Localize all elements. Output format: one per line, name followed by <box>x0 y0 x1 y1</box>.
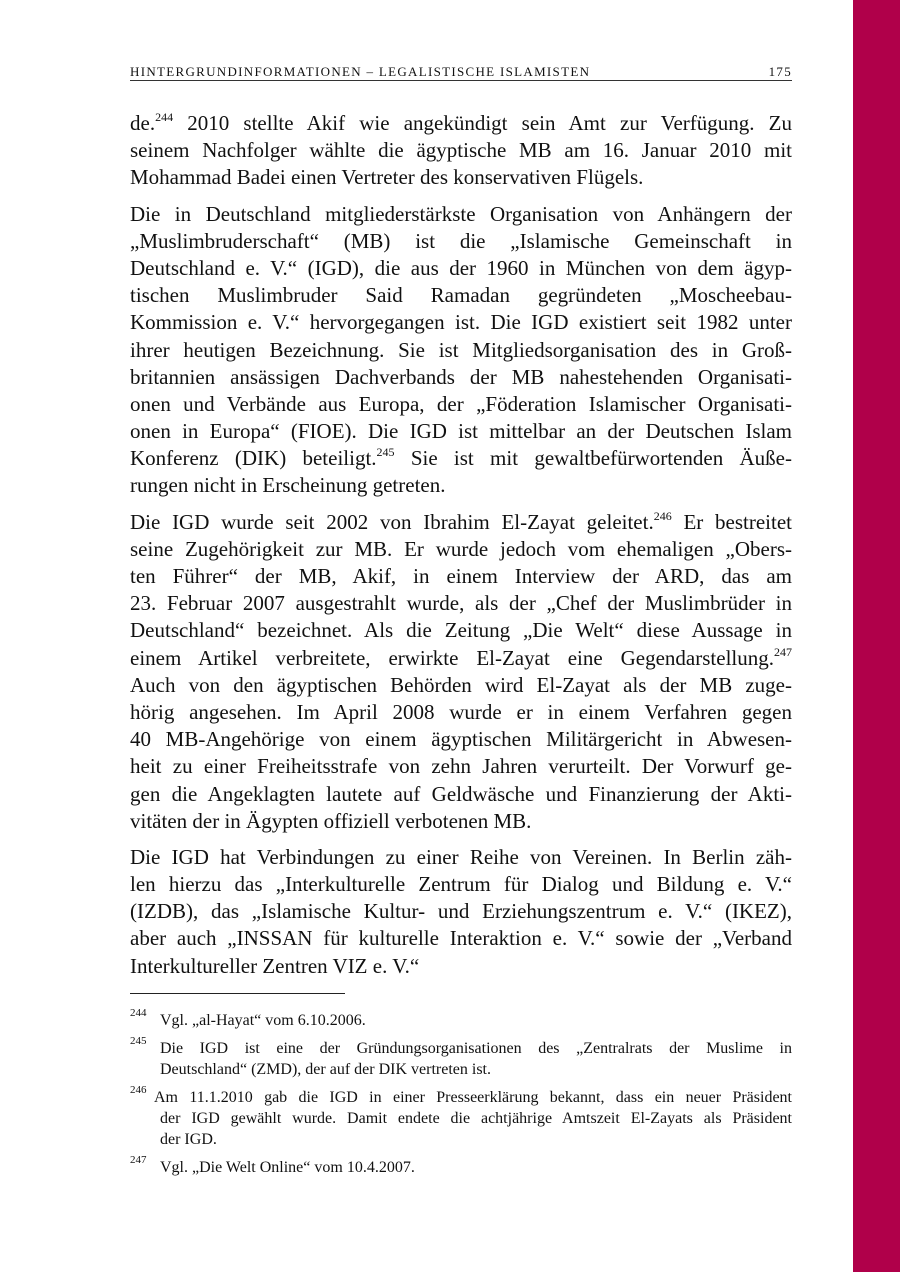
text-segment: gen die Angeklagten lautete auf Geldwäsche und Finanzierung der Akti- <box>130 781 792 806</box>
footnote <box>130 1035 792 1080</box>
footnote-reference[interactable]: 247 <box>774 644 792 659</box>
footnote <box>130 1084 792 1150</box>
text-segment: Auch von den ägyptischen Behörden wird El-Zayat als der MB zuge- <box>130 672 792 697</box>
footnotes <box>130 1007 792 1185</box>
text-line <box>130 110 792 137</box>
footnote-reference[interactable]: 246 <box>653 508 672 523</box>
text-line <box>130 164 792 191</box>
footnote-reference[interactable]: 244 <box>155 110 174 124</box>
text-segment: rungen nicht in Erscheinung getreten. <box>130 473 446 498</box>
text-segment: 23. Februar 2007 ausgestrahlt wurde, als der „Chef der Muslimbrüder in <box>130 591 792 616</box>
text-line <box>130 509 792 536</box>
text-segment: „Muslimbruderschaft“ (MB) ist die „Islamische Gemeinschaft in <box>130 228 792 253</box>
text-line <box>130 563 792 590</box>
text-segment: britannien ansässigen Dachverbands der MB nahestehenden Organisati- <box>130 364 792 389</box>
paragraph <box>130 201 792 500</box>
text-segment: ten Führer“ der MB, Akif, in einem Interview der ARD, das am <box>130 564 792 588</box>
text-segment: Deutschland“ bezeichnet. Als die Zeitung „Die Welt“ diese Aussage in <box>130 618 792 643</box>
main-text <box>130 110 792 989</box>
text-segment: einem Artikel verbreitete, erwirkte El-Zayat eine Gegendarstellung. <box>130 645 774 670</box>
text-segment: Konferenz (DIK) beteiligt. <box>130 446 377 471</box>
paragraph <box>130 509 792 835</box>
text-line <box>130 201 792 228</box>
text-line <box>130 228 792 255</box>
header-title: HINTERGRUNDINFORMATIONEN – LEGALISTISCHE ISLAMISTEN <box>130 64 591 79</box>
footnote-number: 244 <box>130 1007 147 1019</box>
text-line <box>130 391 792 418</box>
running-header <box>130 62 792 81</box>
footnote <box>130 1007 792 1031</box>
text-line <box>130 364 792 391</box>
text-segment: Die IGD hat Verbindungen zu einer Reihe von Vereinen. In Berlin zäh- <box>130 844 792 869</box>
footnote-text-line: Vgl. „al-Hayat“ vom 6.10.2006. <box>160 1012 366 1029</box>
text-line <box>130 255 792 282</box>
text-segment: ihrer heutigen Bezeichnung. Sie ist Mitgliedsorganisation des in Groß- <box>130 337 792 362</box>
text-segment: 2010 stellte Akif wie angekündigt sein Amt zur Verfügung. Zu <box>173 111 792 135</box>
text-line <box>130 536 792 563</box>
text-segment: Er bestreitet <box>671 509 792 534</box>
text-segment: (IZDB), das „Islamische Kultur- und Erziehungszentrum e. V.“ (IKEZ), <box>130 899 792 924</box>
text-segment: Deutschland e. V.“ (IGD), die aus der 1960 in München von dem ägyp- <box>130 255 792 280</box>
text-segment: 40 MB-Angehörige von einem ägyptischen Militärgericht in Abwesen- <box>130 727 792 752</box>
footnote-number: 245 <box>130 1035 147 1047</box>
text-line <box>130 672 792 699</box>
text-segment: tischen Muslimbruder Said Ramadan gegründeten „Moscheebau- <box>130 283 792 308</box>
text-line <box>130 617 792 644</box>
text-segment: Mohammad Badei einen Vertreter des konservativen Flügels. <box>130 165 644 190</box>
text-line <box>130 472 792 499</box>
footnote-text-line: Am 11.1.2010 gab die IGD in einer Presseerklärung bekannt, dass ein neuer Präsident <box>154 1089 792 1106</box>
text-segment: hörig angesehen. Im April 2008 wurde er in einem Verfahren gegen <box>130 699 792 724</box>
paragraph <box>130 844 792 980</box>
footnote <box>130 1154 792 1178</box>
footnote-number: 246 <box>130 1084 147 1096</box>
text-line <box>130 953 792 980</box>
text-line <box>130 337 792 364</box>
text-line <box>130 282 792 309</box>
footnote-text-line: der IGD gewählt wurde. Damit endete die achtjährige Amtszeit El-Zayats als Präsident <box>160 1110 792 1127</box>
text-line <box>130 445 792 472</box>
text-segment: seinem Nachfolger wählte die ägyptische MB am 16. Januar 2010 mit <box>130 138 792 163</box>
text-segment: de. <box>130 111 156 135</box>
paragraph <box>130 110 792 192</box>
text-line <box>130 925 792 952</box>
text-segment: len hierzu das „Interkulturelle Zentrum für Dialog und Bildung e. V.“ <box>130 872 792 897</box>
text-segment: Interkultureller Zentren VIZ e. V.“ <box>130 953 420 978</box>
footnote-text-line: Die IGD ist eine der Gründungsorganisationen des „Zentralrats der Muslime in <box>160 1040 792 1057</box>
footnote-separator <box>130 993 345 994</box>
text-segment: aber auch „INSSAN für kulturelle Interaktion e. V.“ sowie der „Verband <box>130 926 792 951</box>
footnote-number: 247 <box>130 1154 147 1166</box>
text-line <box>130 871 792 898</box>
text-segment: Die IGD wurde seit 2002 von Ibrahim El-Zayat geleitet. <box>130 509 654 534</box>
text-segment: Kommission e. V.“ hervorgegangen ist. Die IGD existiert seit 1982 unter <box>130 310 792 335</box>
text-line <box>130 808 792 835</box>
text-line <box>130 645 792 672</box>
text-segment: Sie ist mit gewaltbefürwortenden Äuße- <box>394 446 792 471</box>
chapter-color-bar <box>853 0 900 1272</box>
text-line <box>130 898 792 925</box>
text-line <box>130 590 792 617</box>
text-segment: onen in Europa“ (FIOE). Die IGD ist mittelbar an der Deutschen Islam <box>130 419 792 444</box>
footnote-text-line: Deutschland“ (ZMD), der auf der DIK vertreten ist. <box>160 1061 491 1078</box>
footnote-text-line: der IGD. <box>160 1131 217 1148</box>
text-line <box>130 699 792 726</box>
text-segment: seine Zugehörigkeit zur MB. Er wurde jedoch vom ehemaligen „Obers- <box>130 536 792 561</box>
text-line <box>130 726 792 753</box>
text-segment: onen und Verbände aus Europa, der „Föderation Islamischer Organisati- <box>130 391 792 416</box>
text-line <box>130 137 792 164</box>
page-number: 175 <box>768 64 792 79</box>
text-line <box>130 309 792 336</box>
text-line <box>130 418 792 445</box>
text-line <box>130 844 792 871</box>
text-line <box>130 781 792 808</box>
text-segment: heit zu einer Freiheitsstrafe von zehn Jahren verurteilt. Der Vorwurf ge- <box>130 754 792 779</box>
text-segment: Die in Deutschland mitgliederstärkste Organisation von Anhängern der <box>130 201 792 226</box>
footnote-reference[interactable]: 245 <box>376 445 395 460</box>
footnote-text-line: Vgl. „Die Welt Online“ vom 10.4.2007. <box>160 1159 415 1176</box>
text-line <box>130 753 792 780</box>
text-segment: vitäten der in Ägypten offiziell verbotenen MB. <box>130 808 532 833</box>
